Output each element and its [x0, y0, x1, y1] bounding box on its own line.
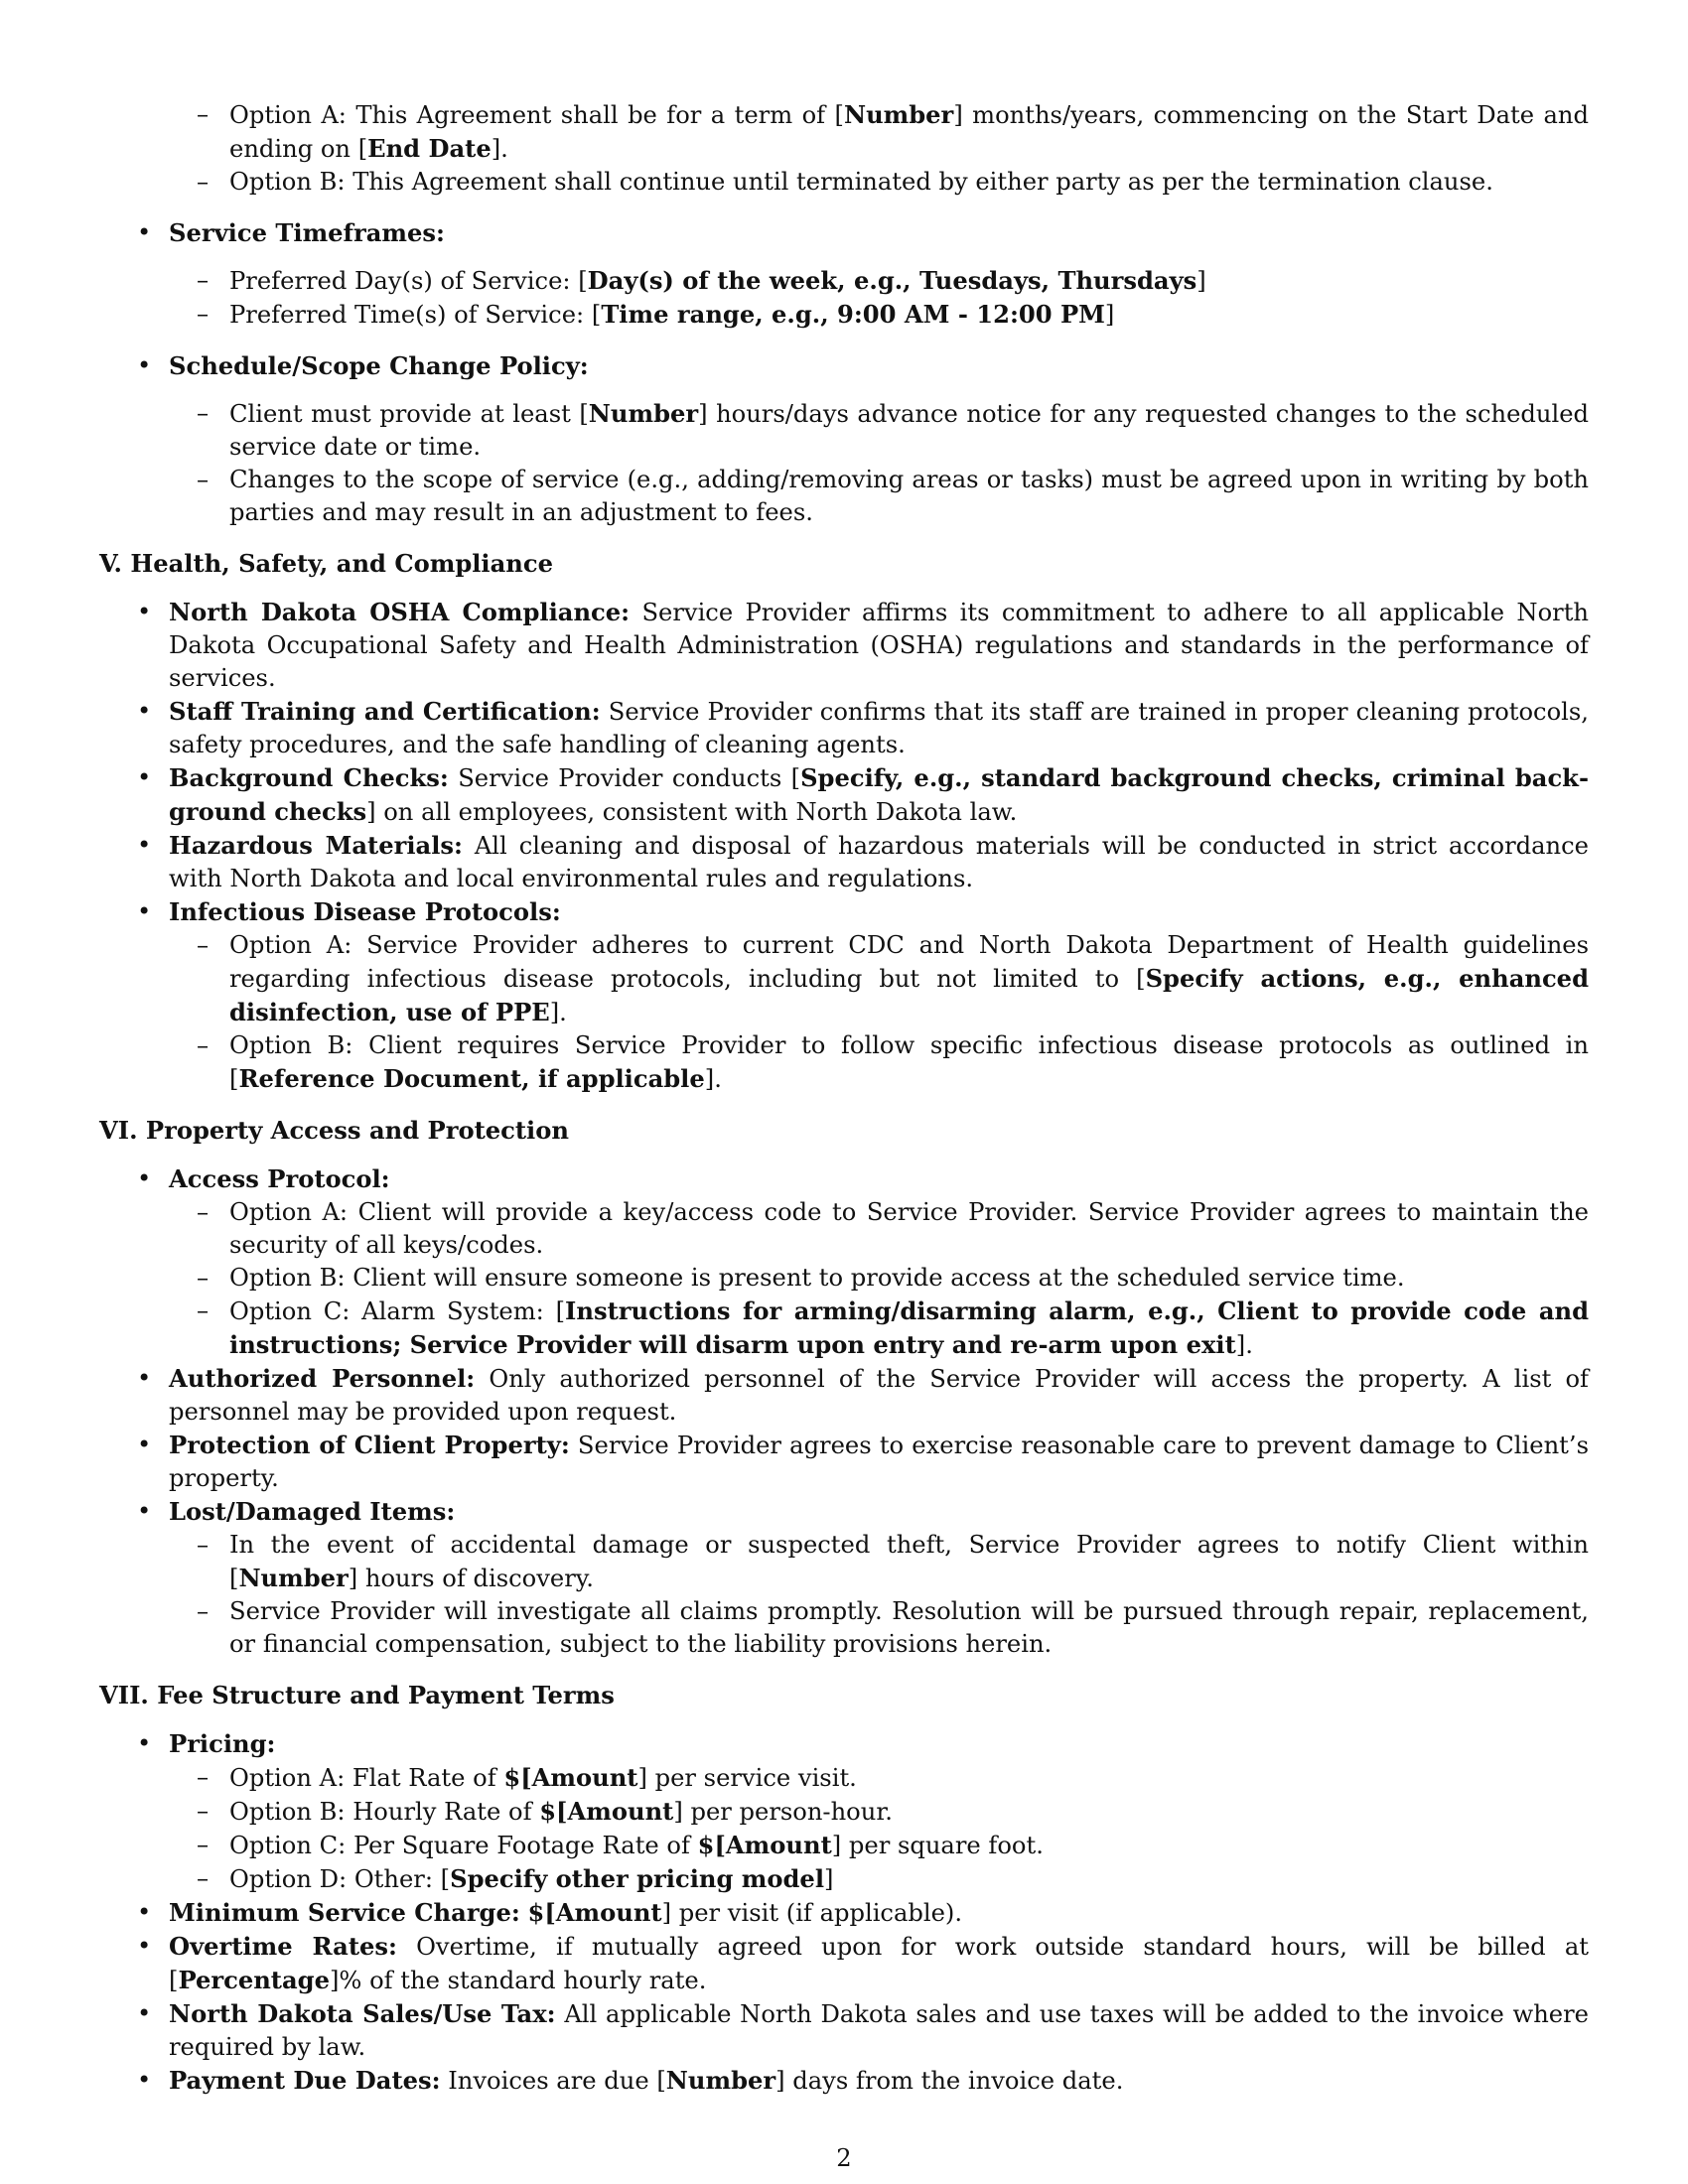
policy-options: [169, 397, 1589, 529]
placeholder-text: Number: [588, 399, 699, 428]
list-item: – Option C: Alarm System: [Instructions for arming/disarming alarm, e.g., Client to provide code and instructions; Service Provider will disarm upon entry and re-arm upon exit].: [169, 1295, 1589, 1362]
list-item: – Service Provider will investigate all claims promptly. Resolution will be pursued through repair, replacement, or financial compensation, subject to the liability provisions herein.: [169, 1595, 1589, 1661]
list-item: – Option A: Service Provider adheres to current CDC and North Dakota Department of Health guidelines regarding infectious disease protocols, including but not limited to [Specify actions, e.g., enhanced disinfection, use of PPE].: [169, 929, 1589, 1029]
list-item: – Option B: This Agreement shall continue until terminated by either party as per the termination clause.: [169, 166, 1589, 199]
page-content: [99, 98, 1589, 2098]
item-label: Staff Training and Certification:: [169, 697, 601, 726]
placeholder-text: $[Amount: [503, 1763, 638, 1792]
placeholder-text: $[Amount: [697, 1831, 832, 1859]
item-label: Hazardous Materials:: [169, 831, 463, 860]
sub-options: [169, 1529, 1589, 1661]
list-item: [99, 2064, 1589, 2098]
placeholder-text: Day(s) of the week, e.g., Tuesdays, Thursdays: [587, 266, 1197, 295]
section5-list: [99, 596, 1589, 1096]
placeholder-text: Number: [843, 100, 954, 129]
list-item: [99, 895, 1589, 1096]
placeholder-text: Time range, e.g., 9:00 AM - 12:00 PM: [601, 300, 1105, 329]
list-item: – Option A: Flat Rate of $[Amount] per service visit.: [169, 1761, 1589, 1795]
item-text: All cleaning and disposal of hazardous materials will be conducted in strict accordance with North Dakota and local environmental rules and regulations.: [169, 832, 1589, 892]
list-item: – Option A: This Agreement shall be for a term of [Number] months/years, commencing on the Start Date and ending on [End Date].: [169, 98, 1589, 166]
item-text: $[Amount] per visit (if applicable).: [527, 1898, 963, 1927]
item-label: Access Protocol:: [169, 1164, 390, 1193]
list-item: [99, 1495, 1589, 1661]
list-item: [99, 829, 1589, 895]
service-timeframes-item: [99, 216, 1589, 332]
list-item: – Option C: Per Square Footage Rate of $[Amount] per square foot.: [169, 1829, 1589, 1862]
item-label: Background Checks:: [169, 763, 449, 792]
sub-options: [169, 1761, 1589, 1896]
item-text: Invoices are due [Number] days from the invoice date.: [440, 2066, 1124, 2095]
item-text: All applicable North Dakota sales and use taxes will be added to the invoice where required by law.: [169, 2000, 1589, 2061]
item-label: Payment Due Dates:: [169, 2066, 441, 2095]
placeholder-text: End Date: [367, 134, 492, 163]
item-text: Overtime, if mutually agreed upon for work outside standard hours, will be billed at [Percentage]% of the standard hourly rate.: [169, 1933, 1589, 1994]
placeholder-text: $[Amount: [539, 1797, 674, 1826]
placeholder-text: Number: [665, 2066, 776, 2095]
sub-options: [169, 929, 1589, 1096]
item-label: Infectious Disease Protocols:: [169, 897, 561, 926]
item-label: Lost/Damaged Items:: [169, 1497, 456, 1526]
section-heading-property-access: VI. Property Access and Protection: [99, 1116, 569, 1145]
placeholder-text: Instructions for arming/disarming alarm, e.g., Client to provide code and instructions; Service Provider will disarm upon entry and re-arm upon exit: [229, 1297, 1589, 1359]
placeholder-text: Percentage: [178, 1966, 330, 1994]
list-item: [99, 761, 1589, 829]
timeframe-options: [169, 264, 1589, 332]
list-item: – Changes to the scope of service (e.g., adding/removing areas or tasks) must be agreed upon in writing by both parties and may result in an adjustment to fees.: [169, 464, 1589, 529]
item-label: North Dakota OSHA Compliance:: [169, 598, 631, 626]
list-item: [99, 1362, 1589, 1429]
list-item: [99, 1162, 1589, 1362]
schedule-list: [99, 216, 1589, 529]
list-item: [99, 1997, 1589, 2064]
placeholder-text: Specify, e.g., standard background checks, criminal background checks: [169, 763, 1589, 826]
list-item: – Preferred Day(s) of Service: [Day(s) of the week, e.g., Tuesdays, Thursdays]: [169, 264, 1589, 298]
item-text: Service Provider agrees to exercise reasonable care to prevent damage to Client’s property.: [169, 1432, 1589, 1492]
placeholder-text: Specify other pricing model: [450, 1864, 825, 1893]
list-item: – Option A: Client will provide a key/access code to Service Provider. Service Provider agrees to maintain the security of all keys/codes.: [169, 1196, 1589, 1262]
list-item: [99, 1727, 1589, 1896]
placeholder-text: $[Amount: [527, 1898, 662, 1927]
term-options: [169, 98, 1589, 199]
item-label: Authorized Personnel:: [169, 1364, 476, 1393]
placeholder-text: Reference Document, if applicable: [238, 1064, 705, 1093]
item-label: North Dakota Sales/Use Tax:: [169, 1999, 556, 2028]
item-text: Only authorized personnel of the Service Provider will access the property. A list of personnel may be provided upon request.: [169, 1365, 1589, 1426]
list-item: [99, 596, 1589, 695]
item-label: Minimum Service Charge:: [169, 1898, 520, 1927]
schedule-policy-item: [99, 349, 1589, 529]
list-item: [99, 1930, 1589, 1997]
list-item: – Client must provide at least [Number] hours/days advance notice for any requested changes to the scheduled service date or time.: [169, 397, 1589, 464]
list-item: – Option B: Client will ensure someone is present to provide access at the scheduled service time.: [169, 1262, 1589, 1295]
item-label: Service Timeframes:: [169, 218, 445, 247]
item-label: Schedule/Scope Change Policy:: [169, 351, 589, 380]
item-label: Pricing:: [169, 1729, 276, 1758]
list-item: – Option B: Client requires Service Provider to follow specific infectious disease protocols as outlined in [Reference Document, if applicable].: [169, 1029, 1589, 1096]
item-text: Service Provider conducts [Specify, e.g., standard background checks, criminal background checks] on all employees, consistent with North Dakota law.: [169, 763, 1589, 826]
placeholder-text: Specify actions, e.g., enhanced disinfection, use of PPE: [229, 964, 1589, 1026]
list-item: – Preferred Time(s) of Service: [Time range, e.g., 9:00 AM - 12:00 PM]: [169, 298, 1589, 332]
list-item: [99, 1896, 1589, 1930]
section6-list: [99, 1162, 1589, 1661]
item-text: Service Provider confirms that its staff are trained in proper cleaning protocols, safety procedures, and the safe handling of cleaning agents.: [169, 698, 1589, 758]
item-text: Service Provider affirms its commitment to adhere to all applicable North Dakota Occupational Safety and Health Administration (OSHA) regulations and standards in the performance of services.: [169, 599, 1589, 692]
placeholder-text: Number: [238, 1564, 349, 1592]
item-label: Overtime Rates:: [169, 1932, 397, 1961]
section-heading-health-safety: V. Health, Safety, and Compliance: [99, 549, 553, 578]
list-item: [99, 1429, 1589, 1495]
list-item: – Option B: Hourly Rate of $[Amount] per person-hour.: [169, 1795, 1589, 1829]
list-item: [99, 695, 1589, 761]
list-item: – Option D: Other: [Specify other pricing model]: [169, 1862, 1589, 1896]
sub-options: [169, 1196, 1589, 1362]
list-item: – In the event of accidental damage or suspected theft, Service Provider agrees to notify Client within [Number] hours of discovery.: [169, 1529, 1589, 1595]
section7-list: [99, 1727, 1589, 2098]
item-label: Protection of Client Property:: [169, 1431, 570, 1459]
page-number: 2: [836, 2144, 852, 2172]
section-heading-fee-structure: VII. Fee Structure and Payment Terms: [99, 1681, 615, 1709]
